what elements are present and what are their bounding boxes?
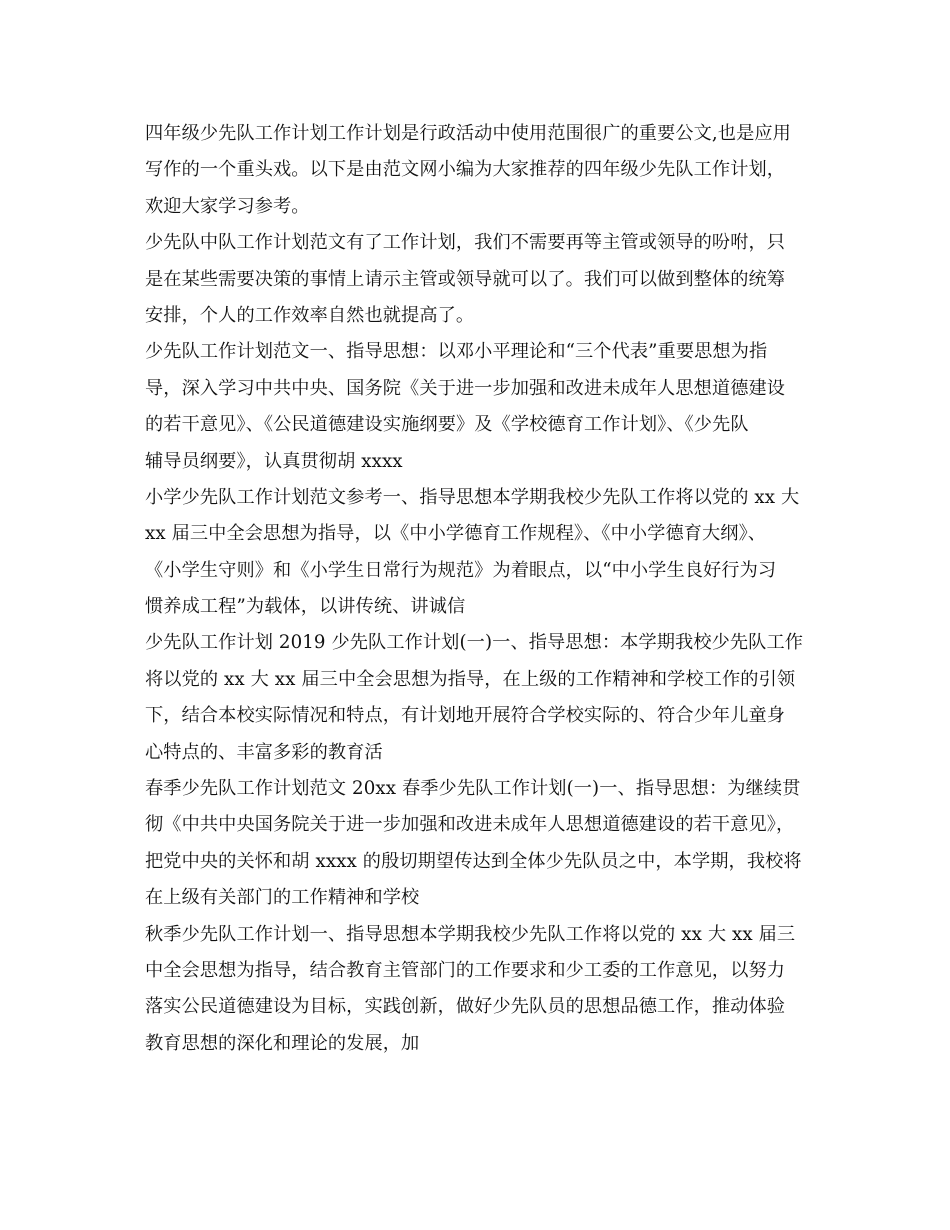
text-line: 落实公民道德建设为目标，实践创新，做好少先队员的思想品德工作，推动体验 [145,996,786,1018]
text-line: xx 届三中全会思想为指导，以《中小学德育工作规程》、《中小学德育大纲》、 [145,523,767,545]
paragraph-4 [145,480,807,626]
text-line: 少先队中队工作计划范文有了工作计划，我们不需要再等主管或领导的吩咐，只 [145,232,786,254]
text-line: 中全会思想为指导，结合教育主管部门的工作要求和少工委的工作意见，以努力 [145,959,786,981]
text-line: 教育思想的深化和理论的发展，加 [145,1032,420,1054]
paragraph-7 [145,917,807,1063]
text-line: 导，深入学习中共中央、国务院《关于进一步加强和改进未成年人思想道德建设 [145,377,786,399]
text-line: 欢迎大家学习参考。 [145,195,310,217]
text-line: 安排，个人的工作效率自然也就提高了。 [145,304,475,326]
text-line: 的若干意见》、《公民道德建设实施纲要》及《学校德育工作计划》、《少先队 [145,414,749,436]
paragraph-2 [145,225,807,334]
text-line: 四年级少先队工作计划工作计划是行政活动中使用范围很广的重要公文,也是应用 [145,123,791,144]
paragraph-1 [145,116,807,225]
text-line: 下，结合本校实际情况和特点，有计划地开展符合学校实际的、符合少年儿童身 [145,705,786,727]
text-line: 是在某些需要决策的事情上请示主管或领导就可以了。我们可以做到整体的统筹 [145,268,786,290]
text-line: 《小学生守则》和《小学生日常行为规范》为着眼点，以“中小学生良好行为习 [145,559,777,581]
text-line: 辅导员纲要》，认真贯彻胡 xxxx [145,450,403,472]
text-line: 少先队工作计划范文一、指导思想：以邓小平理论和“三个代表”重要思想为指 [145,341,768,363]
paragraph-6 [145,771,807,917]
text-line: 少先队工作计划 2019 少先队工作计划(一)一、指导思想：本学期我校少先队工作 [145,632,804,654]
document-body [145,116,807,1062]
paragraph-5 [145,625,807,771]
text-line: 春季少先队工作计划范文 20xx 春季少先队工作计划(一)一、指导思想：为继续贯 [145,778,801,800]
text-line: 彻《中共中央国务院关于进一步加强和改进未成年人思想道德建设的若干意见》， [145,814,795,836]
text-line: 把党中央的关怀和胡 xxxx 的殷切期望传达到全体少先队员之中，本学期，我校将 [145,850,802,872]
text-line: 写作的一个重头戏。以下是由范文网小编为大家推荐的四年级少先队工作计划， [145,159,786,181]
text-line: 秋季少先队工作计划一、指导思想本学期我校少先队工作将以党的 xx 大 xx 届三 [145,923,796,945]
paragraph-3 [145,334,807,480]
text-line: 将以党的 xx 大 xx 届三中全会思想为指导，在上级的工作精神和学校工作的引领 [145,668,796,690]
text-line: 小学少先队工作计划范文参考一、指导思想本学期我校少先队工作将以党的 xx 大 [145,486,800,508]
text-line: 惯养成工程”为载体，以讲传统、讲诚信 [145,596,466,618]
text-line: 在上级有关部门的工作精神和学校 [145,887,420,909]
text-line: 心特点的、丰富多彩的教育活 [145,741,383,763]
